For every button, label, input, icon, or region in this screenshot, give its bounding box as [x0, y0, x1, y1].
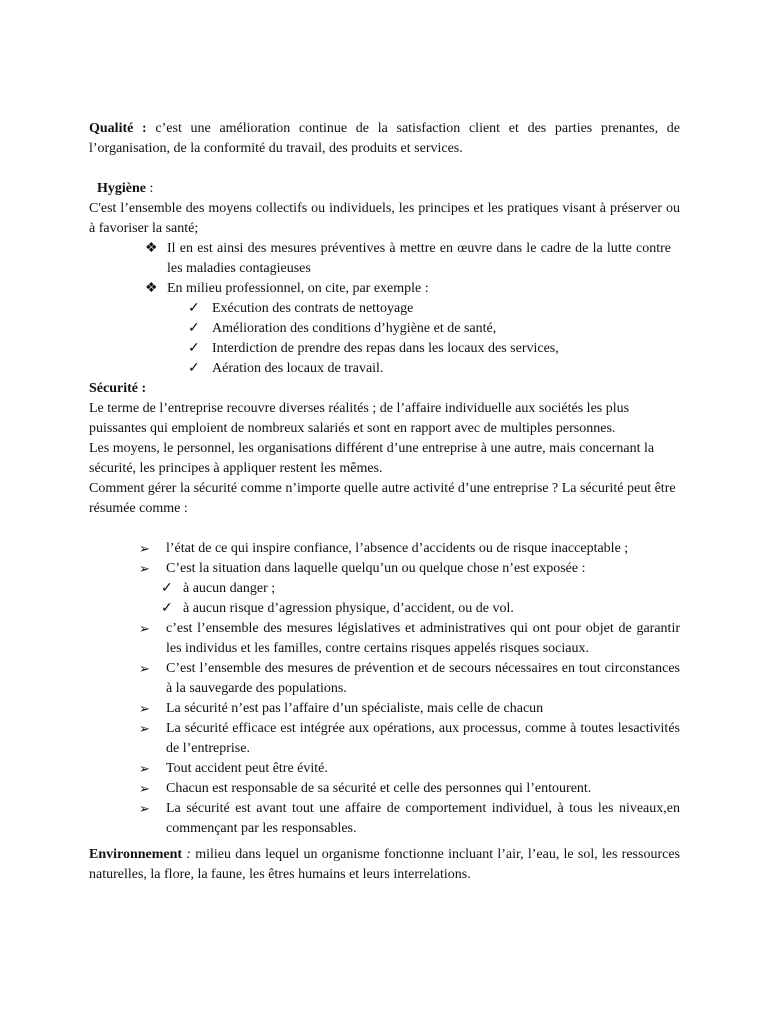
hygiene-intro: C'est l’ensemble des moyens collectifs ou individuels, les principes et les pratiques visant à préserver ou à favoriser la santé; — [89, 201, 680, 236]
diamond-bullet-icon: ❖ — [145, 281, 158, 296]
list-item — [139, 719, 680, 759]
list-item-text: La sécurité efficace est intégrée aux opérations, aux processus, comme à toutes lesactivités de l’entreprise. — [166, 721, 680, 756]
checkmark-icon: ✓ — [188, 341, 200, 356]
arrow-bullet-icon: ➢ — [139, 541, 150, 556]
list-item — [139, 799, 680, 839]
securite-sublist — [161, 579, 680, 619]
list-item-text: c’est l’ensemble des mesures législatives et administratives qui ont pour objet de garantir les individus et les familles, contre certains risques appelés risques sociaux. — [166, 621, 680, 656]
list-item — [188, 359, 680, 379]
hygiene-sublist — [188, 299, 680, 379]
list-item-text: Aération des locaux de travail. — [212, 361, 384, 376]
list-item — [188, 319, 680, 339]
list-item — [139, 699, 680, 719]
list-item — [188, 299, 680, 319]
securite-heading: Sécurité : — [89, 381, 147, 396]
list-item-text: Exécution des contrats de nettoyage — [212, 301, 414, 316]
arrow-bullet-icon: ➢ — [139, 761, 150, 776]
list-item — [145, 279, 671, 299]
list-item-text: C’est l’ensemble des mesures de prévention et de secours nécessaires en tout circonstances à la sauvegarde des populations. — [166, 661, 680, 696]
arrow-bullet-icon: ➢ — [139, 801, 150, 816]
list-item-text: Interdiction de prendre des repas dans les locaux des services, — [212, 341, 559, 356]
qualite-paragraph — [89, 119, 680, 159]
arrow-bullet-icon: ➢ — [139, 781, 150, 796]
list-item — [161, 599, 680, 619]
list-item-text: l’état de ce qui inspire confiance, l’absence d’accidents ou de risque inacceptable ; — [166, 541, 629, 556]
list-item — [139, 619, 680, 659]
arrow-bullet-icon: ➢ — [139, 661, 150, 676]
securite-paragraph: Le terme de l’entreprise recouvre diverses réalités ; de l’affaire individuelle aux sociétés les plus puissantes qui emploient de nombreux salariés et sont en rapport avec de multiples personnes. — [89, 401, 630, 436]
qualite-term: Qualité : — [89, 121, 147, 136]
arrow-bullet-icon: ➢ — [139, 561, 150, 576]
securite-list — [139, 539, 680, 579]
hygiene-heading — [89, 179, 680, 199]
list-item-text: Tout accident peut être évité. — [166, 761, 328, 776]
list-item — [139, 759, 680, 779]
securite-paragraph: Les moyens, le personnel, les organisations différent d’une entreprise à une autre, mais concernant la sécurité, les principes à appliquer restent les mêmes. — [89, 441, 655, 476]
list-item-text: Amélioration des conditions d’hygiène et de santé, — [212, 321, 497, 336]
checkmark-icon: ✓ — [188, 361, 200, 376]
qualite-definition: c’est une amélioration continue de la satisfaction client et des parties prenantes, de l’organisation, de la conformité du travail, des produits et services. — [89, 121, 680, 156]
environnement-definition: milieu dans lequel un organisme fonctionne incluant l’air, l’eau, le sol, les ressources naturelles, la flore, la faune, les êtres humains et leurs interrelations. — [89, 847, 680, 882]
checkmark-icon: ✓ — [161, 581, 173, 596]
environnement-term: Environnement — [89, 847, 183, 862]
list-item — [139, 779, 680, 799]
list-item — [139, 559, 680, 579]
list-item — [139, 539, 680, 559]
list-item — [188, 339, 680, 359]
list-item-text: En milieu professionnel, on cite, par exemple : — [167, 281, 429, 296]
list-item-text: Chacun est responsable de sa sécurité et celle des personnes qui l’entourent. — [166, 781, 592, 796]
checkmark-icon: ✓ — [161, 601, 173, 616]
arrow-bullet-icon: ➢ — [139, 701, 150, 716]
list-item-text: La sécurité est avant tout une affaire de comportement individuel, à tous les niveaux,en commençant par les responsables. — [166, 801, 680, 836]
environnement-colon: : — [182, 847, 191, 862]
hygiene-term: Hygiène — [97, 181, 146, 196]
list-item-text: Il en est ainsi des mesures préventives à mettre en œuvre dans le cadre de la lutte contre les maladies contagieuses — [167, 241, 671, 276]
list-item-text: La sécurité n’est pas l’affaire d’un spécialiste, mais celle de chacun — [166, 701, 544, 716]
checkmark-icon: ✓ — [188, 321, 200, 336]
arrow-bullet-icon: ➢ — [139, 721, 150, 736]
diamond-bullet-icon: ❖ — [145, 241, 158, 256]
list-item — [161, 579, 680, 599]
securite-list-continued — [139, 619, 680, 839]
list-item-text: à aucun risque d’agression physique, d’accident, ou de vol. — [183, 601, 514, 616]
checkmark-icon: ✓ — [188, 301, 200, 316]
list-item — [139, 659, 680, 699]
list-item — [145, 239, 671, 279]
hygiene-colon: : — [146, 181, 154, 196]
list-item-text: à aucun danger ; — [183, 581, 276, 596]
list-item-text: C’est la situation dans laquelle quelqu’un ou quelque chose n’est exposée : — [166, 561, 586, 576]
securite-paragraph: Comment gérer la sécurité comme n’importe quelle autre activité d’une entreprise ? La sécurité peut être résumée comme : — [89, 481, 676, 516]
document-page — [89, 119, 680, 885]
arrow-bullet-icon: ➢ — [139, 621, 150, 636]
hygiene-list — [145, 239, 671, 299]
environnement-paragraph — [89, 845, 680, 885]
